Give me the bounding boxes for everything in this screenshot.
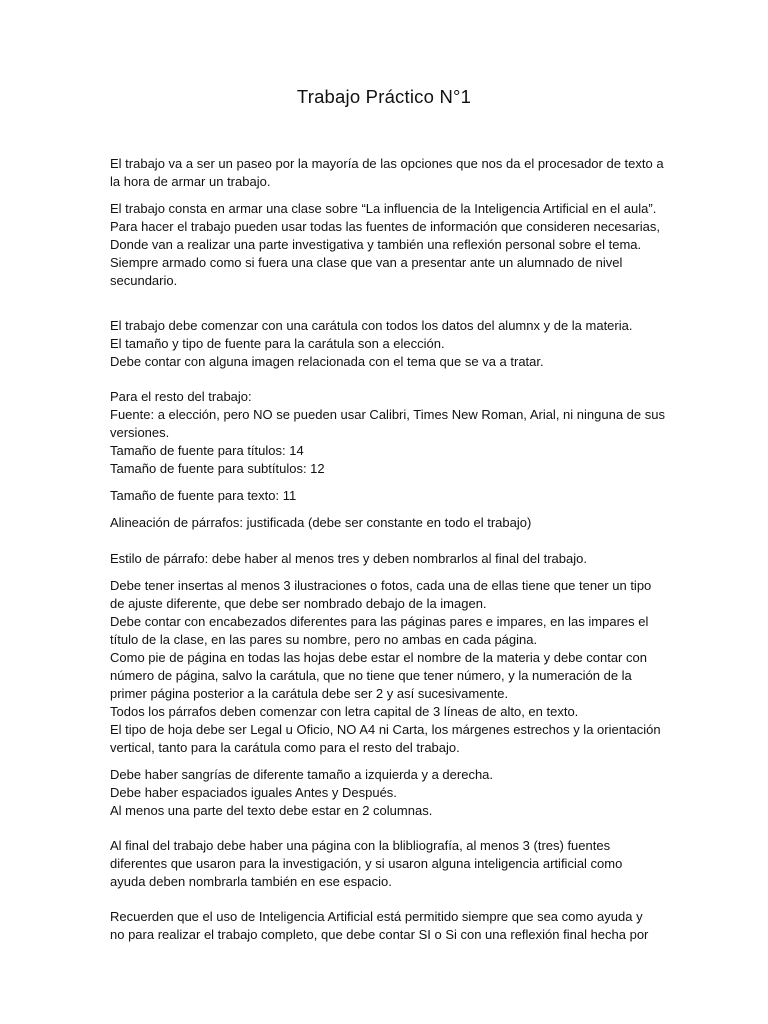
paragraph: [110, 766, 660, 820]
text-line: la hora de armar un trabajo.: [110, 174, 271, 189]
text-line: El tamaño y tipo de fuente para la carátula son a elección.: [110, 336, 445, 351]
paragraph: [110, 155, 664, 191]
text-line: Al menos una parte del texto debe estar en 2 columnas.: [110, 803, 433, 818]
text-line: El tipo de hoja debe ser Legal u Oficio, NO A4 ni Carta, los márgenes estrechos y la orientación: [110, 722, 661, 737]
document-body: [110, 146, 665, 944]
text-line: El trabajo debe comenzar con una carátula con todos los datos del alumnx y de la materia.: [110, 318, 633, 333]
paragraph: [110, 317, 660, 371]
text-line: Donde van a realizar una parte investigativa y también una reflexión personal sobre el tema.: [110, 237, 642, 252]
text-line: Fuente: a elección, pero NO se pueden usar Calibri, Times New Roman, Arial, ni ninguna de sus: [110, 407, 665, 422]
text-line: versiones.: [110, 425, 170, 440]
text-line: número de página, salvo la carátula, que no tiene que tener número, y la numeración de la: [110, 668, 632, 683]
text-line: Tamaño de fuente para subtítulos: 12: [110, 461, 325, 476]
text-line: Siempre armado como si fuera una clase que van a presentar ante un alumnado de nivel: [110, 255, 623, 270]
text-line: Estilo de párrafo: debe haber al menos tres y deben nombrarlos al final del trabajo.: [110, 551, 587, 566]
text-line: Recuerden que el uso de Inteligencia Artificial está permitido siempre que sea como ayuda y: [110, 909, 643, 924]
text-line: El trabajo va a ser un paseo por la mayoría de las opciones que nos da el procesador de texto a: [110, 156, 664, 171]
text-line: Debe tener insertas al menos 3 ilustraciones o fotos, cada una de ellas tiene que tener un tipo: [110, 578, 652, 593]
text-line: Debe contar con alguna imagen relacionada con el tema que se va a tratar.: [110, 354, 544, 369]
text-line: Tamaño de fuente para títulos: 14: [110, 443, 304, 458]
text-line: secundario.: [110, 273, 178, 288]
text-line: El trabajo consta en armar una clase sobre “La influencia de la Inteligencia Artificial en el aula”.: [110, 201, 657, 216]
text-line: Todos los párrafos deben comenzar con letra capital de 3 líneas de alto, en texto.: [110, 704, 579, 719]
text-line: Para el resto del trabajo:: [110, 389, 252, 404]
text-line: Tamaño de fuente para texto: 11: [110, 488, 297, 503]
paragraph: [110, 837, 660, 891]
text-line: Debe haber espaciados iguales Antes y Después.: [110, 785, 397, 800]
text-line: Al final del trabajo debe haber una página con la blibliografía, al menos 3 (tres) fuentes: [110, 838, 611, 853]
text-line: Debe haber sangrías de diferente tamaño a izquierda y a derecha.: [110, 767, 494, 782]
text-line: Como pie de página en todas las hojas debe estar el nombre de la materia y debe contar con: [110, 650, 647, 665]
paragraph: [110, 577, 660, 757]
paragraph: [110, 550, 660, 568]
paragraph: [110, 487, 660, 505]
text-line: vertical, tanto para la carátula como para el resto del trabajo.: [110, 740, 460, 755]
paragraph: [110, 908, 660, 944]
text-line: de ajuste diferente, que debe ser nombrado debajo de la imagen.: [110, 596, 487, 611]
text-line: diferentes que usaron para la investigación, y si usaron alguna inteligencia artificial como: [110, 856, 623, 871]
text-line: primer página posterior a la carátula debe ser 2 y así sucesivamente.: [110, 686, 509, 701]
text-line: Para hacer el trabajo pueden usar todas las fuentes de información que consideren necesarias,: [110, 219, 660, 234]
paragraph: [110, 388, 665, 478]
text-line: título de la clase, en las pares su nombre, pero no ambas en cada página.: [110, 632, 538, 647]
paragraph: [110, 514, 660, 532]
page-title: Trabajo Práctico N°1: [296, 86, 472, 107]
text-line: Alineación de párrafos: justificada (debe ser constante en todo el trabajo): [110, 515, 532, 530]
text-line: Debe contar con encabezados diferentes para las páginas pares e impares, en las impares el: [110, 614, 649, 629]
text-line: ayuda deben nombrarla también en ese espacio.: [110, 874, 392, 889]
text-line: no para realizar el trabajo completo, que debe contar SI o Si con una reflexión final hecha por: [110, 927, 649, 942]
paragraph: [110, 200, 660, 290]
